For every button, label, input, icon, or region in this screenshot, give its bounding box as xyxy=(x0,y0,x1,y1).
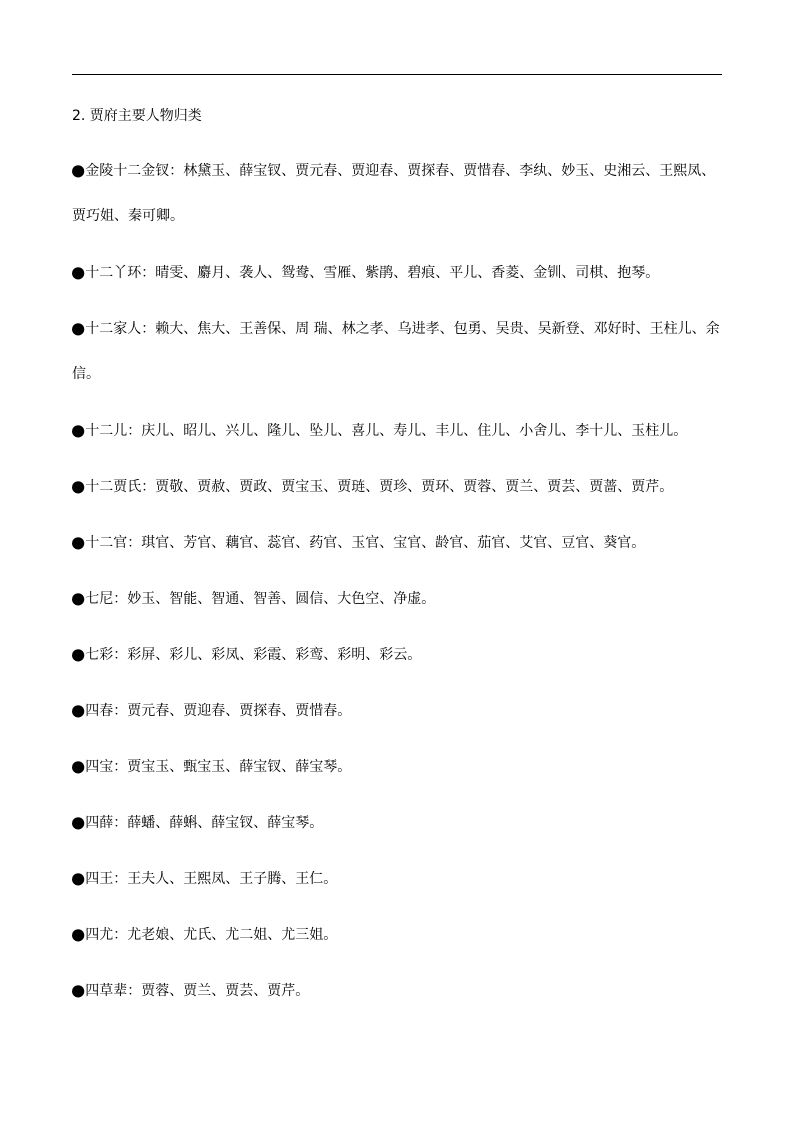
bullet-icon: ● xyxy=(71,981,86,1001)
bullet-icon: ● xyxy=(71,757,86,777)
bullet-icon: ● xyxy=(71,589,86,609)
member-names: 贾蓉、贾兰、贾芸、贾芹。 xyxy=(141,983,310,999)
member-names: 贾宝玉、甄宝玉、薛宝钗、薛宝琴。 xyxy=(127,759,352,775)
bullet-icon: ● xyxy=(71,869,86,889)
list-item xyxy=(72,587,724,611)
member-names: 薛蟠、薛蝌、薛宝钗、薛宝琴。 xyxy=(127,815,324,831)
member-names: 贾敬、贾赦、贾政、贾宝玉、贾琏、贾珍、贾环、贾蓉、贾兰、贾芸、贾蔷、贾芹。 xyxy=(155,479,674,495)
bullet-icon: ● xyxy=(71,319,86,339)
header-rule xyxy=(72,74,722,75)
bullet-icon: ● xyxy=(71,645,86,665)
member-names: 贾元春、贾迎春、贾探春、贾惜春。 xyxy=(127,703,352,719)
member-names: 琪官、芳官、藕官、蕊官、药官、玉官、宝官、龄官、茄官、艾官、豆官、葵官。 xyxy=(141,535,646,551)
bullet-icon: ● xyxy=(71,813,86,833)
member-names: 庆儿、昭儿、兴儿、隆儿、坠儿、喜儿、寿儿、丰儿、住儿、小舍儿、李十儿、玉柱儿。 xyxy=(141,423,688,439)
list-item xyxy=(72,475,724,499)
category-separator: ： xyxy=(141,321,156,337)
category-label: 七彩 xyxy=(85,647,114,663)
category-separator: ： xyxy=(113,647,128,663)
list-item xyxy=(72,811,724,835)
category-label: 四宝 xyxy=(85,759,114,775)
list-item xyxy=(72,531,724,555)
member-names: 尤老娘、尤氏、尤二姐、尤三姐。 xyxy=(127,927,338,943)
category-label: 四王 xyxy=(85,871,114,887)
category-separator: ： xyxy=(113,815,128,831)
section-heading: 2. 贾府主要人物归类 xyxy=(72,108,202,124)
list-item xyxy=(72,867,724,891)
category-separator: ： xyxy=(127,423,142,439)
bullet-icon: ● xyxy=(71,421,86,441)
category-label: 四春 xyxy=(85,703,114,719)
category-label: 四草辈 xyxy=(85,983,128,999)
category-label: 十二儿 xyxy=(85,423,128,439)
list-item xyxy=(72,699,724,723)
bullet-icon: ● xyxy=(71,533,86,553)
member-names: 林黛玉、薛宝钗、贾元春、贾迎春、贾探春、贾惜春、李纨、妙玉、史湘云、王熙凤、 贾巧姐、秦可卿。 xyxy=(72,163,716,224)
category-separator: ： xyxy=(127,535,142,551)
category-label: 十二家人 xyxy=(85,321,142,337)
member-names: 赖大、焦大、王善保、周 瑞、林之孝、乌进孝、包勇、吴贵、吴新登、邓好时、王柱儿、余信。 xyxy=(72,321,720,382)
bullet-icon: ● xyxy=(71,701,86,721)
category-separator: ： xyxy=(141,479,156,495)
category-separator: ： xyxy=(113,591,128,607)
category-label: 七尼 xyxy=(85,591,114,607)
category-separator: ： xyxy=(113,871,128,887)
entry-list xyxy=(72,149,724,1003)
member-names: 彩屏、彩儿、彩凤、彩霞、彩鸾、彩明、彩云。 xyxy=(127,647,422,663)
category-label: 十二官 xyxy=(85,535,128,551)
bullet-icon: ● xyxy=(71,263,86,283)
list-item xyxy=(72,755,724,779)
category-separator: ： xyxy=(127,983,142,999)
list-item xyxy=(72,643,724,667)
member-names: 王夫人、王熙凤、王子腾、王仁。 xyxy=(127,871,338,887)
list-item xyxy=(72,979,724,1003)
category-separator: ： xyxy=(113,703,128,719)
category-separator: ： xyxy=(141,265,156,281)
member-names: 妙玉、智能、智通、智善、圆信、大色空、净虚。 xyxy=(127,591,436,607)
list-item xyxy=(72,419,724,443)
list-item xyxy=(72,923,724,947)
category-label: 四尤 xyxy=(85,927,114,943)
category-separator: ： xyxy=(169,163,184,179)
category-label: 金陵十二金钗 xyxy=(85,163,170,179)
category-separator: ： xyxy=(113,927,128,943)
list-item xyxy=(72,261,724,285)
list-item xyxy=(72,149,724,239)
list-item xyxy=(72,307,724,397)
category-label: 十二丫环 xyxy=(85,265,142,281)
bullet-icon: ● xyxy=(71,161,86,181)
document-body xyxy=(72,104,724,1035)
category-label: 十二贾氏 xyxy=(85,479,142,495)
bullet-icon: ● xyxy=(71,477,86,497)
category-separator: ： xyxy=(113,759,128,775)
bullet-icon: ● xyxy=(71,925,86,945)
member-names: 晴雯、麝月、袭人、鸳鸯、雪雁、紫鹃、碧痕、平儿、香菱、金钏、司棋、抱琴。 xyxy=(155,265,660,281)
category-label: 四薛 xyxy=(85,815,114,831)
